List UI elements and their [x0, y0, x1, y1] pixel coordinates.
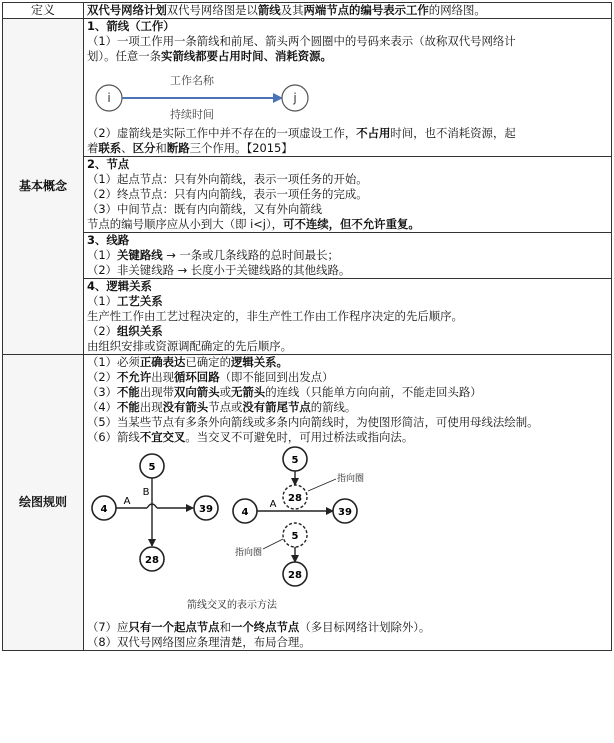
rule-6	[87, 430, 608, 445]
arrow-section	[84, 19, 612, 157]
rule-3f: 无箭头	[231, 385, 266, 399]
right-pointer-note-2: 指向圈	[235, 548, 263, 558]
header-row	[3, 3, 612, 19]
basic-row-arrow	[3, 19, 612, 157]
rule-3d: 双向箭头	[174, 385, 220, 399]
node-line-4b: 可不连续，但不允许重复。	[283, 217, 420, 231]
rule-2d: 循环回路	[174, 370, 220, 384]
logic-line-4: 由组织安排或资源调配确定的先后顺序。	[87, 339, 293, 353]
right-node-4-label: 4	[241, 507, 249, 518]
arrow-line-2b: 实箭线都要占用时间、消耗资源。	[161, 49, 332, 63]
duration-label: 持续时间	[170, 108, 214, 121]
logic-line-1	[87, 294, 608, 309]
rule-4b: 不能	[117, 400, 140, 414]
rule-7e: （多目标网络计划除外）。	[299, 620, 431, 634]
definition-table	[2, 2, 612, 651]
arrow-diagram-svg	[87, 64, 387, 126]
rule-4g: 的箭线。	[310, 400, 357, 414]
rule-7b: 只有一个起点节点	[128, 620, 220, 634]
right-node-39-label: 39	[338, 507, 352, 518]
rule-7	[87, 620, 608, 635]
node-line-2: （2）终点节点：只有内向箭线，表示一项任务的完成。	[87, 187, 368, 201]
crossing-diagram	[87, 445, 608, 620]
node-line-4	[87, 217, 608, 232]
rule-4c: 出现	[139, 400, 163, 414]
left-node-39-label: 39	[199, 504, 213, 515]
rule-4d: 没有箭头	[162, 400, 209, 414]
arrow-line-3	[87, 126, 608, 141]
basic-row-node	[3, 157, 612, 233]
route-line-1	[87, 248, 608, 263]
rule-2e: （即不能回到出发点）	[219, 370, 334, 384]
crossing-caption: 箭线交叉的表示方法	[187, 600, 277, 611]
rule-1	[87, 355, 608, 370]
node-i-label: i	[107, 91, 111, 105]
logic-line-1a: （1）	[87, 294, 118, 308]
route-line-1a: （1）	[87, 248, 118, 262]
definition-label: 定义	[3, 3, 84, 19]
right-node-28-label: 28	[288, 570, 302, 581]
node-title: 2、节点	[87, 157, 130, 171]
rule-1b: 正确表达	[139, 355, 186, 369]
term: 双代号网络计划	[87, 3, 167, 17]
rule-3g: 的连线（只能单方向向前，不能走回头路）	[265, 385, 482, 399]
node-section	[84, 157, 612, 233]
arrow-line-4b: 联系	[98, 141, 122, 155]
arrow-line-4g: 三个作用。【2015】	[189, 141, 293, 155]
right-pointer-leader-1	[308, 479, 336, 491]
route-title: 3、线路	[87, 233, 130, 247]
arrow-line-2	[87, 49, 608, 64]
def-bold-1: 箭线	[257, 3, 281, 17]
arrow-line-1: （1）一项工作用一条箭线和前尾、箭头两个圆圈中的号码来表示（故称双代号网络计	[87, 34, 516, 48]
rule-3c: 出现带	[139, 385, 175, 399]
rule-3a: （3）	[87, 385, 118, 399]
arrow-title: 1、箭线（工作）	[87, 19, 175, 33]
definition-text	[84, 3, 612, 19]
rule-1c: 已确定的	[185, 355, 231, 369]
rule-4a: （4）	[87, 400, 118, 414]
rule-1d: 逻辑关系。	[230, 355, 288, 369]
arrow-diagram	[87, 64, 608, 126]
route-line-1b: 关键路线	[117, 248, 163, 262]
arrow-line-3a: （2）虚箭线是实际工作中并不存在的一项虚设工作，	[87, 126, 357, 140]
rule-2c: 出现	[151, 370, 175, 384]
rules-row	[3, 355, 612, 651]
def-text-2: 及其	[280, 3, 304, 17]
rules-section	[84, 355, 612, 651]
arrow-line-3c: 时间，也不消耗资源，起	[390, 126, 516, 140]
left-node-5-label: 5	[148, 462, 156, 473]
logic-title: 4、逻辑关系	[87, 279, 152, 293]
basic-row-route	[3, 233, 612, 279]
left-node-28-label: 28	[145, 555, 159, 566]
rule-2	[87, 370, 608, 385]
arrow-line-4c: 、	[121, 141, 133, 155]
arrow-line-4d: 区分	[132, 141, 156, 155]
rule-1a: （1）必须	[87, 355, 140, 369]
node-j-label: j	[293, 91, 297, 105]
node-line-1: （1）起点节点：只有外向箭线，表示一项任务的开始。	[87, 172, 368, 186]
right-pointer-leader-2	[263, 539, 283, 549]
route-section	[84, 233, 612, 279]
rule-6c: 。当交叉不可避免时，可用过桥法或指向法。	[185, 430, 414, 444]
logic-section	[84, 279, 612, 355]
rule-3	[87, 385, 608, 400]
rule-8: （8）双代号网络图应条理清楚，布局合理。	[87, 635, 311, 649]
rule-6a: （6）箭线	[87, 430, 140, 444]
arrow-line-4f: 断路	[166, 141, 190, 155]
logic-line-3a: （2）	[87, 324, 118, 338]
arrow-line-4	[87, 141, 608, 156]
rule-6b: 不宜交叉	[139, 430, 186, 444]
rule-2b: 不允许	[117, 370, 152, 384]
left-label-a: A	[123, 496, 131, 507]
def-text-1: 双代号网络图是以	[166, 3, 258, 17]
left-node-4-label: 4	[100, 504, 108, 515]
rule-7c: 和	[219, 620, 231, 634]
rule-3e: 或	[219, 385, 231, 399]
rule-7d: 一个终点节点	[230, 620, 300, 634]
rule-2a: （2）	[87, 370, 118, 384]
right-pointer-note-1: 指向圈	[337, 474, 365, 484]
logic-line-3	[87, 324, 608, 339]
route-line-1c: → 一条或几条线路的总时间最长；	[162, 248, 339, 262]
logic-line-2: 生产性工作由工艺过程决定的，非生产性工作由工作程序决定的先后顺序。	[87, 309, 463, 323]
basic-row-logic	[3, 279, 612, 355]
logic-line-1b: 工艺关系	[117, 294, 163, 308]
right-pointer-28-label: 28	[288, 493, 302, 504]
arrow-line-2a: 划）。任意一条	[87, 49, 162, 63]
node-line-4a: 节点的编号顺序应从小到大（即 i<j），	[87, 217, 284, 231]
rule-7a: （7）应	[87, 620, 129, 634]
logic-line-3b: 组织关系	[117, 324, 163, 338]
rule-3b: 不能	[117, 385, 140, 399]
right-node-5-top-label: 5	[291, 455, 299, 466]
drawing-rules-label: 绘图规则	[3, 355, 84, 651]
arrow-line-3b: 不占用	[356, 126, 391, 140]
left-label-b: B	[142, 487, 150, 498]
right-label-a: A	[269, 499, 277, 510]
node-line-3: （3）中间节点：既有内向箭线，又有外向箭线	[87, 202, 323, 216]
arrow-line-4e: 和	[155, 141, 167, 155]
rule-4f: 没有箭尾节点	[242, 400, 311, 414]
crossing-diagram-svg	[87, 445, 417, 620]
rule-4e: 节点或	[208, 400, 243, 414]
route-line-2: （2）非关键线路 → 长度小于关键线路的其他线路。	[87, 263, 351, 277]
rule-5: （5）当某些节点有多条外向箭线或多条内向箭线时，为使图形简洁，可使用母线法绘制。	[87, 415, 539, 429]
basic-concepts-label: 基本概念	[3, 19, 84, 355]
work-name-label: 工作名称	[170, 74, 214, 87]
arrow-line-4a: 着	[87, 141, 99, 155]
rule-4	[87, 400, 608, 415]
def-text-3: 的网络图。	[428, 3, 486, 17]
def-bold-2: 两端节点的编号表示工作	[303, 3, 429, 17]
right-pointer-5-label: 5	[291, 531, 299, 542]
